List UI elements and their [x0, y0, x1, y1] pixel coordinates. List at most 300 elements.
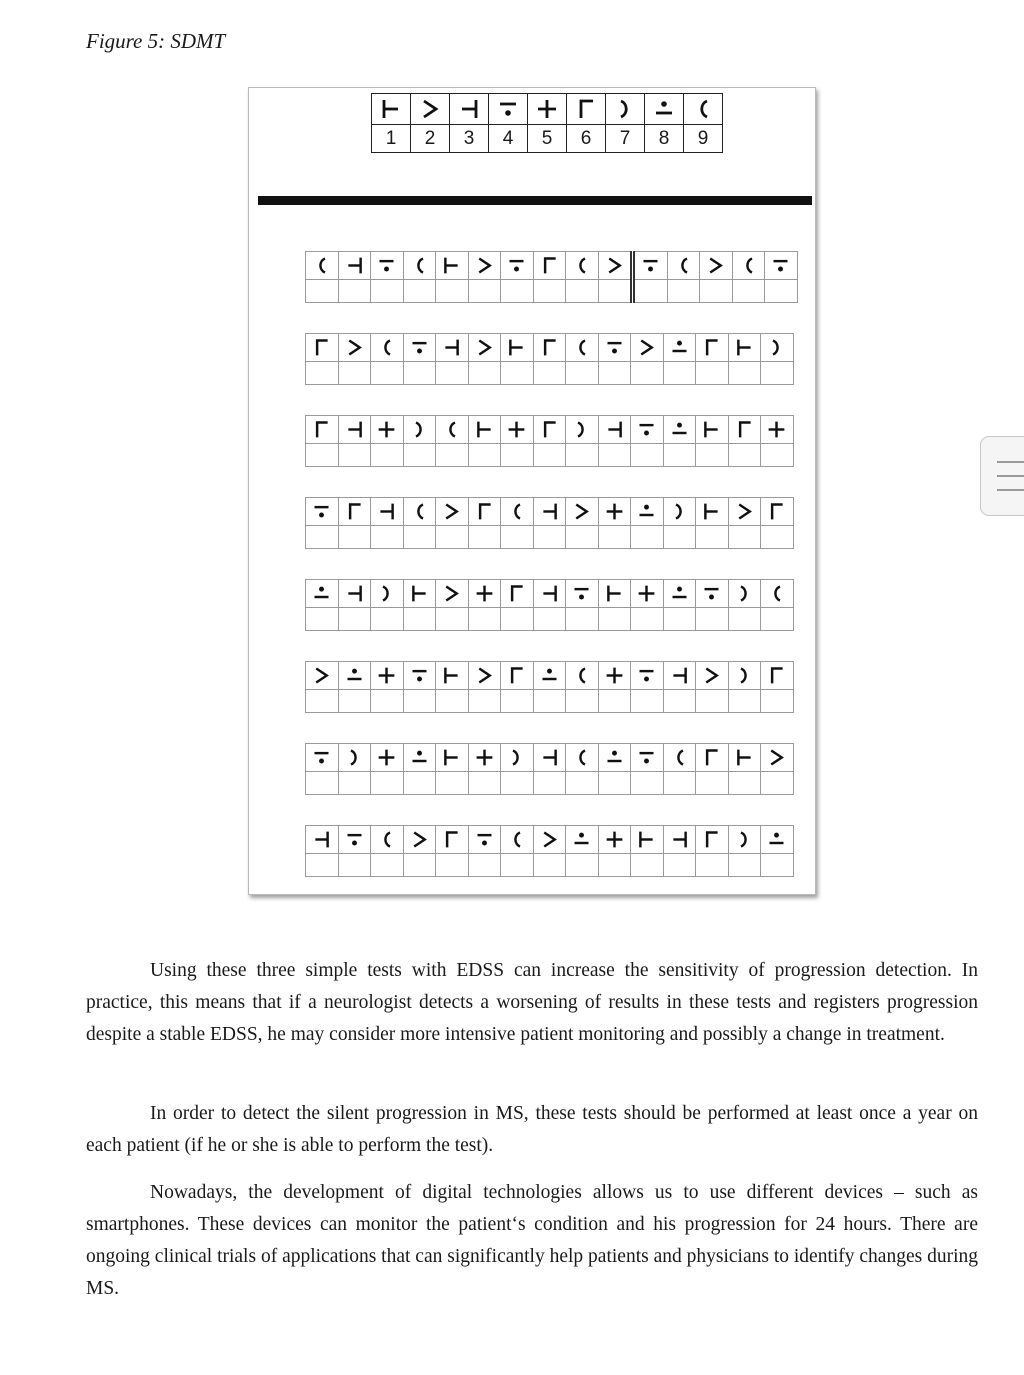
answer-cell[interactable]	[631, 772, 664, 795]
corner-symbol-icon	[506, 665, 527, 686]
key-symbol-cell	[645, 94, 684, 125]
test-row-symbols	[306, 252, 798, 280]
test-row-answers	[306, 854, 794, 877]
answer-cell[interactable]	[728, 690, 761, 713]
answer-cell[interactable]	[533, 280, 566, 303]
test-row	[305, 579, 794, 631]
test-symbol-cell	[501, 744, 534, 772]
answer-cell[interactable]	[631, 690, 664, 713]
test-symbol-cell	[403, 580, 436, 608]
test-symbol-cell	[663, 416, 696, 444]
answer-cell[interactable]	[338, 690, 371, 713]
answer-cell[interactable]	[338, 280, 371, 303]
plus-symbol-icon	[376, 747, 397, 768]
sdmt-figure	[248, 87, 816, 895]
tri-dot-up-symbol-icon	[409, 747, 430, 768]
answer-cell[interactable]	[501, 772, 534, 795]
answer-cell[interactable]	[728, 526, 761, 549]
answer-cell[interactable]	[306, 444, 339, 467]
answer-cell[interactable]	[598, 280, 633, 303]
answer-cell[interactable]	[371, 772, 404, 795]
gt-symbol-icon	[409, 829, 430, 850]
test-row-symbols	[306, 662, 794, 690]
answer-cell[interactable]	[468, 362, 501, 385]
test-symbol-cell	[436, 252, 469, 280]
test-symbol-cell	[403, 416, 436, 444]
test-symbol-cell	[761, 826, 794, 854]
paren-left-symbol-icon	[571, 747, 592, 768]
corner-symbol-icon	[311, 337, 332, 358]
answer-cell[interactable]	[338, 444, 371, 467]
test-symbol-cell	[338, 744, 371, 772]
answer-cell[interactable]	[306, 362, 339, 385]
answer-cell[interactable]	[403, 526, 436, 549]
key-symbol-cell	[450, 94, 489, 125]
gt-symbol-icon	[311, 665, 332, 686]
paren-right-symbol-icon	[506, 747, 527, 768]
answer-cell[interactable]	[598, 854, 631, 877]
answer-cell[interactable]	[468, 444, 501, 467]
answer-cell[interactable]	[338, 854, 371, 877]
plus-symbol-icon	[506, 419, 527, 440]
paren-left-symbol-icon	[673, 255, 694, 276]
gt-symbol-icon	[344, 337, 365, 358]
answer-cell[interactable]	[533, 854, 566, 877]
answer-cell[interactable]	[761, 690, 794, 713]
test-symbol-cell	[667, 252, 700, 280]
answer-cell[interactable]	[403, 772, 436, 795]
answer-cell[interactable]	[598, 690, 631, 713]
paren-left-symbol-icon	[571, 337, 592, 358]
corner-symbol-icon	[766, 665, 787, 686]
answer-cell[interactable]	[663, 444, 696, 467]
answer-cell[interactable]	[598, 608, 631, 631]
answer-cell[interactable]	[533, 444, 566, 467]
answer-cell[interactable]	[633, 280, 668, 303]
test-symbol-cell	[436, 744, 469, 772]
test-symbol-cell	[728, 744, 761, 772]
test-symbol-cell	[696, 662, 729, 690]
test-symbol-cell	[700, 252, 733, 280]
answer-cell[interactable]	[696, 362, 729, 385]
answer-cell[interactable]	[338, 362, 371, 385]
test-symbol-cell	[732, 252, 765, 280]
answer-cell[interactable]	[566, 444, 599, 467]
answer-cell[interactable]	[566, 690, 599, 713]
answer-cell[interactable]	[436, 526, 469, 549]
answer-cell[interactable]	[403, 444, 436, 467]
answer-cell[interactable]	[566, 280, 599, 303]
answer-cell[interactable]	[696, 608, 729, 631]
corner-symbol-icon	[701, 747, 722, 768]
paragraph-1: Using these three simple tests with EDSS can increase the sensitivity of progression detection. In practice, this means that if a neurologist detects a worsening of results in these tests and registers progression despite a stable EDSS, he may consider more intensive patient monitoring and possibly a change in treatment.	[86, 960, 978, 1045]
answer-cell[interactable]	[566, 362, 599, 385]
corner-symbol-icon	[701, 337, 722, 358]
answer-cell[interactable]	[598, 444, 631, 467]
answer-cell[interactable]	[663, 772, 696, 795]
side-panel-handle[interactable]	[980, 436, 1024, 516]
answer-cell[interactable]	[371, 526, 404, 549]
key-symbol-cell	[372, 94, 411, 125]
test-symbol-cell	[728, 662, 761, 690]
paren-left-symbol-icon	[376, 337, 397, 358]
answer-cell[interactable]	[371, 362, 404, 385]
test-symbol-cell	[338, 334, 371, 362]
answer-cell[interactable]	[306, 854, 339, 877]
answer-cell[interactable]	[631, 444, 664, 467]
test-symbol-cell	[338, 662, 371, 690]
hs-symbol-icon	[441, 747, 462, 768]
plus-symbol-icon	[474, 583, 495, 604]
test-symbol-cell	[598, 252, 633, 280]
test-symbol-cell	[533, 662, 566, 690]
test-symbol-cell	[403, 334, 436, 362]
key-digit-cell: 7	[606, 125, 645, 153]
answer-cell[interactable]	[761, 526, 794, 549]
test-symbol-cell	[533, 498, 566, 526]
answer-cell[interactable]	[761, 362, 794, 385]
test-row-symbols	[306, 498, 794, 526]
test-symbol-cell	[338, 252, 371, 280]
tri-dot-up-symbol-icon	[669, 337, 690, 358]
corner-symbol-icon	[766, 501, 787, 522]
answer-cell[interactable]	[371, 854, 404, 877]
answer-cell[interactable]	[598, 772, 631, 795]
test-symbol-cell	[663, 826, 696, 854]
test-symbol-cell	[566, 416, 599, 444]
test-symbol-cell	[436, 662, 469, 690]
answer-cell[interactable]	[533, 690, 566, 713]
gt-symbol-icon	[636, 337, 657, 358]
answer-cell[interactable]	[403, 362, 436, 385]
test-symbol-cell	[371, 416, 404, 444]
plus-symbol-icon	[535, 97, 559, 121]
test-symbol-cell	[663, 744, 696, 772]
answer-cell[interactable]	[728, 444, 761, 467]
tri-dot-down-symbol-icon	[506, 255, 527, 276]
test-symbol-cell	[468, 826, 501, 854]
answer-cell[interactable]	[436, 280, 469, 303]
answer-cell[interactable]	[663, 854, 696, 877]
hs-symbol-icon	[506, 337, 527, 358]
test-symbol-cell	[371, 744, 404, 772]
paren-right-symbol-icon	[734, 583, 755, 604]
answer-cell[interactable]	[696, 772, 729, 795]
divider-rule	[258, 196, 812, 205]
test-symbol-cell	[371, 826, 404, 854]
test-symbol-cell	[533, 580, 566, 608]
answer-cell[interactable]	[761, 444, 794, 467]
answer-cell[interactable]	[371, 690, 404, 713]
paren-left-symbol-icon	[409, 501, 430, 522]
test-symbol-cell	[663, 498, 696, 526]
tri-dot-down-symbol-icon	[409, 665, 430, 686]
answer-cell[interactable]	[761, 772, 794, 795]
test-symbol-cell	[663, 662, 696, 690]
answer-cell[interactable]	[696, 690, 729, 713]
gt-symbol-icon	[474, 337, 495, 358]
answer-cell[interactable]	[501, 854, 534, 877]
test-symbol-cell	[761, 416, 794, 444]
answer-cell[interactable]	[696, 526, 729, 549]
answer-cell[interactable]	[468, 608, 501, 631]
test-symbol-cell	[306, 252, 339, 280]
answer-cell[interactable]	[728, 608, 761, 631]
answer-cell[interactable]	[663, 608, 696, 631]
gt-symbol-icon	[441, 501, 462, 522]
answer-cell[interactable]	[468, 280, 501, 303]
dash-left-symbol-icon	[344, 255, 365, 276]
answer-cell[interactable]	[468, 526, 501, 549]
key-symbol-cell	[606, 94, 645, 125]
answer-cell[interactable]	[663, 526, 696, 549]
answer-cell[interactable]	[765, 280, 798, 303]
test-symbol-cell	[501, 662, 534, 690]
answer-cell[interactable]	[501, 444, 534, 467]
corner-symbol-icon	[539, 255, 560, 276]
test-symbol-cell	[403, 826, 436, 854]
test-symbol-cell	[631, 334, 664, 362]
answer-cell[interactable]	[403, 280, 436, 303]
tri-dot-down-symbol-icon	[571, 583, 592, 604]
test-symbol-cell	[436, 416, 469, 444]
test-symbol-cell	[468, 662, 501, 690]
answer-cell[interactable]	[533, 608, 566, 631]
paren-right-symbol-icon	[766, 337, 787, 358]
answer-cell[interactable]	[371, 608, 404, 631]
paren-right-symbol-icon	[344, 747, 365, 768]
answer-cell[interactable]	[631, 526, 664, 549]
test-symbol-cell	[338, 580, 371, 608]
plus-symbol-icon	[474, 747, 495, 768]
test-row-answers	[306, 690, 794, 713]
gt-symbol-icon	[604, 255, 625, 276]
dash-left-symbol-icon	[457, 97, 481, 121]
answer-cell[interactable]	[598, 526, 631, 549]
answer-cell[interactable]	[436, 362, 469, 385]
test-row-answers	[306, 444, 794, 467]
answer-cell[interactable]	[761, 854, 794, 877]
answer-cell[interactable]	[566, 526, 599, 549]
answer-cell[interactable]	[566, 772, 599, 795]
gt-symbol-icon	[418, 97, 442, 121]
answer-cell[interactable]	[436, 854, 469, 877]
tri-dot-down-symbol-icon	[640, 255, 661, 276]
test-row	[305, 497, 794, 549]
gt-symbol-icon	[766, 747, 787, 768]
test-row	[305, 825, 794, 877]
answer-cell[interactable]	[501, 608, 534, 631]
tri-dot-down-symbol-icon	[311, 501, 332, 522]
paren-left-symbol-icon	[409, 255, 430, 276]
answer-cell[interactable]	[501, 280, 534, 303]
test-symbol-cell	[566, 252, 599, 280]
test-row	[305, 333, 794, 385]
answer-cell[interactable]	[436, 444, 469, 467]
dash-left-symbol-icon	[441, 337, 462, 358]
answer-cell[interactable]	[667, 280, 700, 303]
key-digit-cell: 1	[372, 125, 411, 153]
paren-right-symbol-icon	[409, 419, 430, 440]
answer-cell[interactable]	[501, 526, 534, 549]
corner-symbol-icon	[539, 337, 560, 358]
test-symbol-cell	[663, 580, 696, 608]
gt-symbol-icon	[705, 255, 726, 276]
answer-cell[interactable]	[436, 608, 469, 631]
tri-dot-up-symbol-icon	[766, 829, 787, 850]
test-symbol-cell	[338, 826, 371, 854]
test-symbol-cell	[696, 580, 729, 608]
key-digit-cell: 2	[411, 125, 450, 153]
answer-cell[interactable]	[468, 854, 501, 877]
dash-left-symbol-icon	[344, 583, 365, 604]
symbol-key-table	[371, 93, 723, 153]
corner-symbol-icon	[311, 419, 332, 440]
answer-cell[interactable]	[403, 854, 436, 877]
answer-cell[interactable]	[338, 608, 371, 631]
test-row-answers	[306, 362, 794, 385]
answer-cell[interactable]	[761, 608, 794, 631]
answer-cell[interactable]	[468, 772, 501, 795]
paren-left-symbol-icon	[506, 829, 527, 850]
hs-symbol-icon	[701, 501, 722, 522]
answer-cell[interactable]	[306, 772, 339, 795]
answer-cell[interactable]	[696, 444, 729, 467]
gt-symbol-icon	[701, 665, 722, 686]
answer-cell[interactable]	[436, 772, 469, 795]
answer-cell[interactable]	[371, 444, 404, 467]
answer-cell[interactable]	[533, 362, 566, 385]
test-symbol-cell	[533, 252, 566, 280]
answer-cell[interactable]	[631, 854, 664, 877]
answer-cell[interactable]	[403, 608, 436, 631]
test-symbol-cell	[468, 334, 501, 362]
tri-dot-up-symbol-icon	[669, 583, 690, 604]
paragraph-2: In order to detect the silent progression in MS, these tests should be performed at least once a year on each patient (if he or she is able to perform the test).	[86, 1103, 978, 1156]
handle-line-icon	[997, 489, 1024, 491]
answer-cell[interactable]	[728, 362, 761, 385]
answer-cell[interactable]	[338, 772, 371, 795]
answer-cell[interactable]	[403, 690, 436, 713]
test-symbol-cell	[468, 744, 501, 772]
tri-dot-down-symbol-icon	[636, 665, 657, 686]
tri-dot-down-symbol-icon	[474, 829, 495, 850]
test-symbol-cell	[761, 744, 794, 772]
tri-dot-up-symbol-icon	[652, 97, 676, 121]
answer-cell[interactable]	[631, 608, 664, 631]
paren-right-symbol-icon	[376, 583, 397, 604]
tri-dot-down-symbol-icon	[344, 829, 365, 850]
key-digit-cell: 8	[645, 125, 684, 153]
paren-left-symbol-icon	[376, 829, 397, 850]
corner-symbol-icon	[344, 501, 365, 522]
test-symbol-cell	[598, 416, 631, 444]
answer-cell[interactable]	[306, 608, 339, 631]
answer-cell[interactable]	[533, 526, 566, 549]
answer-cell[interactable]	[732, 280, 765, 303]
test-symbol-cell	[728, 580, 761, 608]
dash-left-symbol-icon	[604, 419, 625, 440]
paren-right-symbol-icon	[613, 97, 637, 121]
paren-left-symbol-icon	[691, 97, 715, 121]
dash-left-symbol-icon	[539, 583, 560, 604]
answer-cell[interactable]	[700, 280, 733, 303]
hs-symbol-icon	[604, 583, 625, 604]
answer-cell[interactable]	[306, 690, 339, 713]
tri-dot-up-symbol-icon	[604, 747, 625, 768]
answer-cell[interactable]	[501, 690, 534, 713]
test-symbol-cell	[696, 826, 729, 854]
test-row-symbols	[306, 744, 794, 772]
corner-symbol-icon	[701, 829, 722, 850]
test-symbol-cell	[566, 498, 599, 526]
test-symbol-cell	[761, 498, 794, 526]
tri-dot-down-symbol-icon	[636, 419, 657, 440]
answer-cell[interactable]	[468, 690, 501, 713]
answer-cell[interactable]	[631, 362, 664, 385]
answer-cell[interactable]	[338, 526, 371, 549]
test-symbol-cell	[728, 498, 761, 526]
test-symbol-cell	[501, 416, 534, 444]
answer-cell[interactable]	[566, 608, 599, 631]
gt-symbol-icon	[571, 501, 592, 522]
paren-right-symbol-icon	[734, 665, 755, 686]
answer-cell[interactable]	[501, 362, 534, 385]
plus-symbol-icon	[376, 665, 397, 686]
paren-left-symbol-icon	[571, 665, 592, 686]
key-symbol-cell	[489, 94, 528, 125]
dash-left-symbol-icon	[669, 665, 690, 686]
hs-symbol-icon	[636, 829, 657, 850]
hs-symbol-icon	[441, 255, 462, 276]
paren-left-symbol-icon	[441, 419, 462, 440]
tri-dot-down-symbol-icon	[376, 255, 397, 276]
paren-right-symbol-icon	[734, 829, 755, 850]
test-row-symbols	[306, 416, 794, 444]
hs-symbol-icon	[474, 419, 495, 440]
answer-cell[interactable]	[306, 526, 339, 549]
answer-cell[interactable]	[436, 690, 469, 713]
answer-cell[interactable]	[728, 854, 761, 877]
test-symbol-cell	[728, 416, 761, 444]
paragraph-3: Nowadays, the development of digital technologies allows us to use different devices – such as smartphones. These devices can monitor the patient‘s condition and his progression for 24 hours. There are ongoing clinical trials of applications that can significantly help patients and physicians to identify changes during MS.	[86, 1182, 978, 1299]
test-symbol-cell	[306, 498, 339, 526]
tri-dot-up-symbol-icon	[571, 829, 592, 850]
test-symbol-cell	[403, 498, 436, 526]
test-row-symbols	[306, 826, 794, 854]
hs-symbol-icon	[441, 665, 462, 686]
answer-cell[interactable]	[663, 362, 696, 385]
answer-cell[interactable]	[663, 690, 696, 713]
tri-dot-down-symbol-icon	[636, 747, 657, 768]
test-symbol-cell	[631, 662, 664, 690]
corner-symbol-icon	[474, 501, 495, 522]
tri-dot-up-symbol-icon	[311, 583, 332, 604]
key-symbol-row	[372, 94, 723, 125]
answer-cell[interactable]	[371, 280, 404, 303]
answer-cell[interactable]	[696, 854, 729, 877]
answer-cell[interactable]	[598, 362, 631, 385]
corner-symbol-icon	[734, 419, 755, 440]
corner-symbol-icon	[539, 419, 560, 440]
tri-dot-down-symbol-icon	[409, 337, 430, 358]
answer-cell[interactable]	[728, 772, 761, 795]
gt-symbol-icon	[539, 829, 560, 850]
answer-cell[interactable]	[533, 772, 566, 795]
answer-cell[interactable]	[566, 854, 599, 877]
answer-cell[interactable]	[306, 280, 339, 303]
gt-symbol-icon	[734, 501, 755, 522]
